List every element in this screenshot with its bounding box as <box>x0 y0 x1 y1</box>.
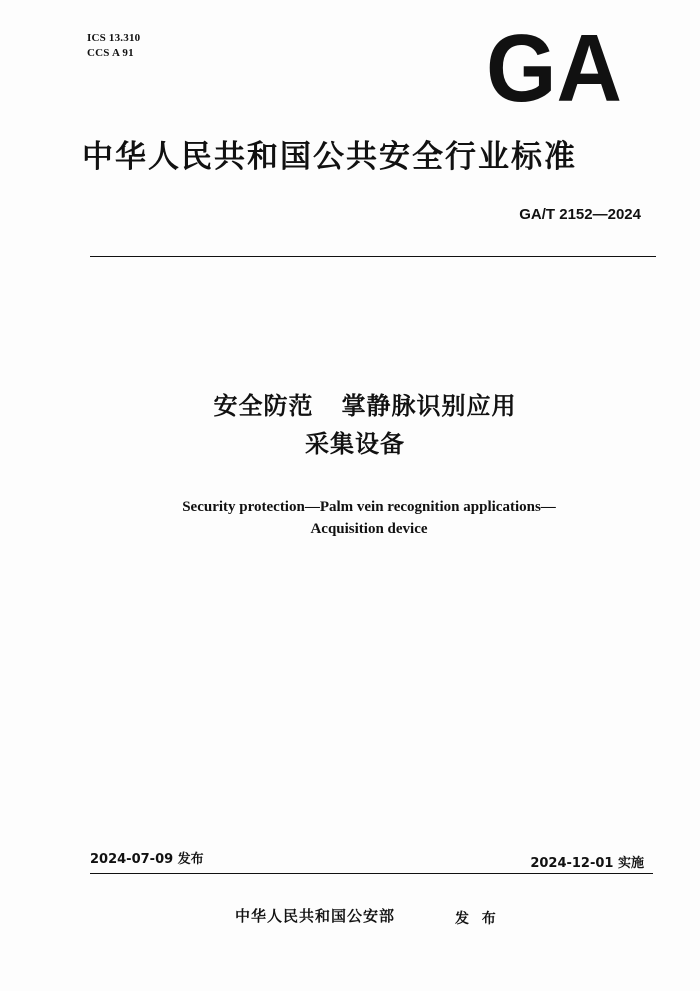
chinese-title-line-1: 安全防范 掌静脉识别应用 <box>213 392 517 420</box>
english-title-line-2: Acquisition device <box>310 521 428 537</box>
bottom-divider <box>90 873 653 874</box>
standard-type-title: 中华人民共和国公共安全行业标准 <box>82 139 577 175</box>
ga-logo-text: GA <box>486 25 622 105</box>
classification-codes <box>87 31 140 61</box>
english-title <box>0 496 700 540</box>
implementation-date: 2024-12-01 实施 <box>530 856 644 871</box>
ga-logo <box>484 25 624 105</box>
top-divider <box>90 256 656 257</box>
ics-code: ICS 13.310 <box>87 32 141 44</box>
chinese-title <box>0 387 700 463</box>
issuing-authority: 中华人民共和国公安部 <box>235 907 396 925</box>
ccs-code: CCS A 91 <box>87 47 134 59</box>
issue-label: 发 布 <box>455 911 497 927</box>
chinese-title-line-2: 采集设备 <box>305 430 405 458</box>
english-title-line-1: Security protection—Palm vein recognition applications— <box>182 499 556 515</box>
standard-number: GA/T 2152—2024 <box>519 206 641 223</box>
issue-date: 2024-07-09 发布 <box>90 852 204 867</box>
